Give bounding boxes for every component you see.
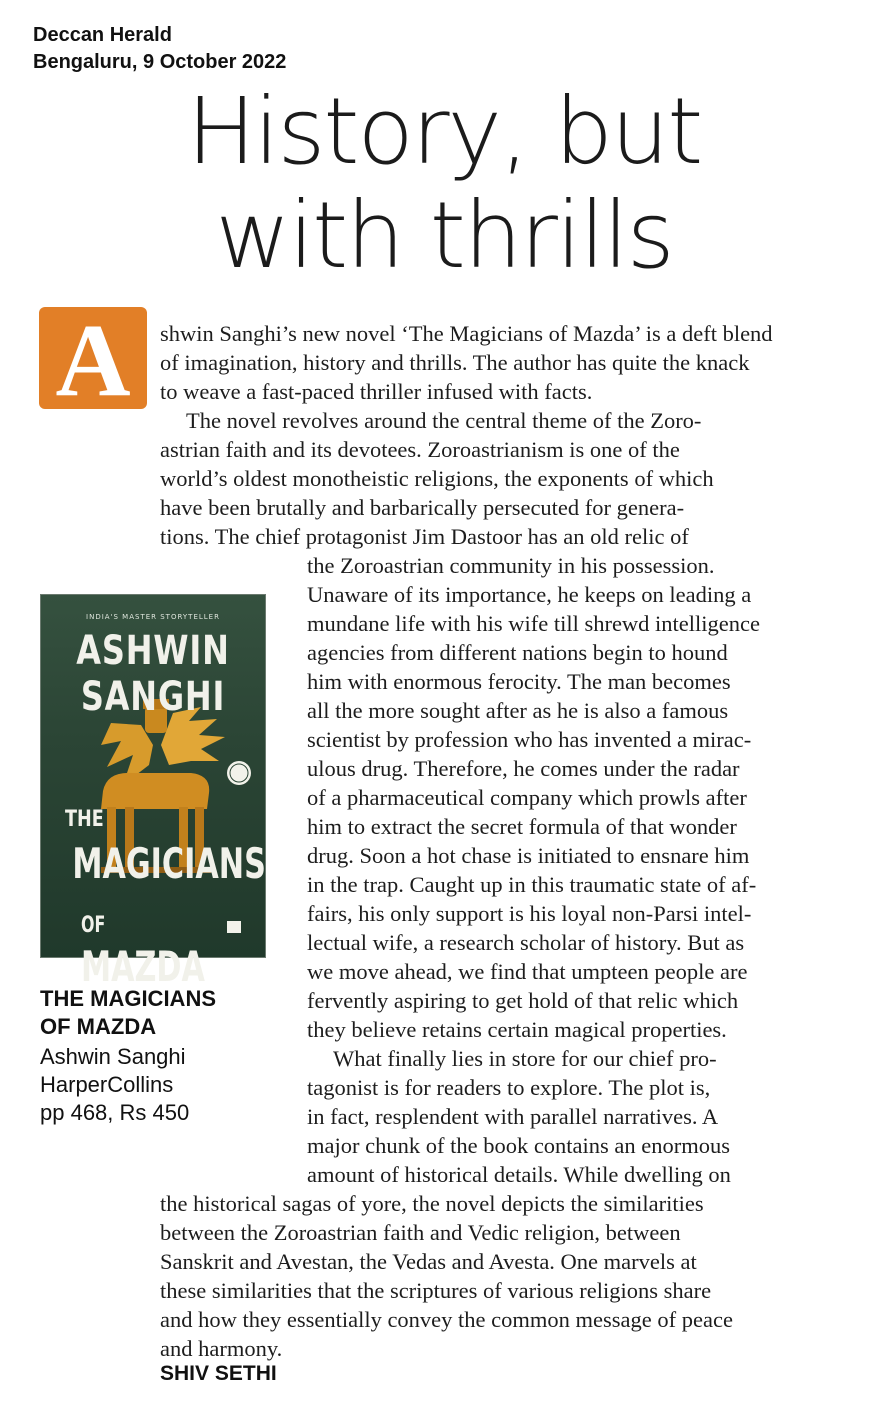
body-line: to weave a fast-paced thriller infused with facts.	[160, 379, 593, 404]
publication-source	[33, 22, 286, 76]
body-line: we move ahead, we find that umpteen people are	[307, 959, 748, 984]
body-line: Sanskrit and Avestan, the Vedas and Avesta. One marvels at	[160, 1249, 697, 1274]
body-line: of imagination, history and thrills. The author has quite the knack	[160, 350, 750, 375]
body-line: the Zoroastrian community in his possession.	[307, 553, 715, 578]
body-line: lectual wife, a research scholar of history. But as	[307, 930, 745, 955]
book-title-line-1: THE MAGICIANS	[40, 986, 216, 1011]
body-line: between the Zoroastrian faith and Vedic religion, between	[160, 1220, 681, 1245]
drop-cap	[39, 303, 147, 418]
byline: SHIV SETHI	[160, 1362, 277, 1385]
body-line: fervently aspiring to get hold of that relic which	[307, 988, 739, 1013]
body-line: What finally lies in store for our chief pro-	[333, 1046, 717, 1071]
cover-title-mazda-word: MAZDA	[81, 942, 205, 991]
book-pages-price: pp 468, Rs 450	[40, 1100, 190, 1125]
body-line: and harmony.	[160, 1336, 283, 1361]
cover-author-first: ASHWIN	[76, 628, 230, 674]
body-line: they believe retains certain magical properties.	[307, 1017, 727, 1042]
body-line: astrian faith and its devotees. Zoroastrianism is one of the	[160, 437, 680, 462]
cover-title-mazda	[81, 893, 213, 991]
body-line: ulous drug. Therefore, he comes under the radar	[307, 756, 740, 781]
cover-title-main: MAGICIANS	[72, 839, 266, 888]
headline-line-1: History, but	[186, 78, 702, 185]
body-line: amount of historical details. While dwelling on	[307, 1162, 731, 1187]
book-author: Ashwin Sanghi	[40, 1044, 186, 1069]
body-line: fairs, his only support is his loyal non-Parsi intel-	[307, 901, 752, 926]
body-line: world’s oldest monotheistic religions, the exponents of which	[160, 466, 714, 491]
cover-author-last: SANGHI	[80, 674, 226, 720]
body-line: drug. Soon a hot chase is initiated to ensnare him	[307, 843, 750, 868]
cover-title-the: THE	[65, 807, 104, 832]
body-line: The novel revolves around the central theme of the Zoro-	[186, 408, 702, 433]
body-line: in fact, resplendent with parallel narratives. A	[307, 1104, 719, 1129]
book-publisher: HarperCollins	[40, 1072, 174, 1097]
body-line: him to extract the secret formula of that wonder	[307, 814, 737, 839]
body-line: and how they essentially convey the common message of peace	[160, 1307, 733, 1332]
cover-tagline: INDIA'S MASTER STORYTELLER	[86, 613, 220, 621]
headline-line-2: with thrills	[215, 182, 673, 289]
body-line: of a pharmaceutical company which prowls after	[307, 785, 747, 810]
publication-dateline: Bengaluru, 9 October 2022	[33, 51, 287, 73]
body-line: him with enormous ferocity. The man becomes	[307, 669, 731, 694]
book-details	[40, 1043, 189, 1127]
body-line: Unaware of its importance, he keeps on leading a	[307, 582, 752, 607]
book-title	[40, 985, 216, 1041]
book-title-line-2: OF MAZDA	[40, 1014, 157, 1039]
body-line: tagonist is for readers to explore. The plot is,	[307, 1075, 711, 1100]
book-cover-image	[40, 594, 266, 991]
body-line: these similarities that the scriptures of various religions share	[160, 1278, 712, 1303]
headline	[0, 80, 888, 288]
body-line: have been brutally and barbarically persecuted for genera-	[160, 495, 685, 520]
body-line: shwin Sanghi’s new novel ‘The Magicians of Mazda’ is a deft blend	[160, 321, 773, 346]
body-line: agencies from different nations begin to hound	[307, 640, 728, 665]
body-line: tions. The chief protagonist Jim Dastoor has an old relic of	[160, 524, 689, 549]
body-line: in the trap. Caught up in this traumatic state of af-	[307, 872, 757, 897]
body-line: the historical sagas of yore, the novel depicts the similarities	[160, 1191, 704, 1216]
body-line: all the more sought after as he is also a famous	[307, 698, 729, 723]
body-line: scientist by profession who has invented a mirac-	[307, 727, 752, 752]
body-line: mundane life with his wife till shrewd intelligence	[307, 611, 761, 636]
drop-cap-letter: A	[55, 303, 131, 418]
publication-name: Deccan Herald	[33, 24, 172, 46]
body-line: major chunk of the book contains an enormous	[307, 1133, 731, 1158]
cover-title-of: OF	[81, 913, 106, 938]
